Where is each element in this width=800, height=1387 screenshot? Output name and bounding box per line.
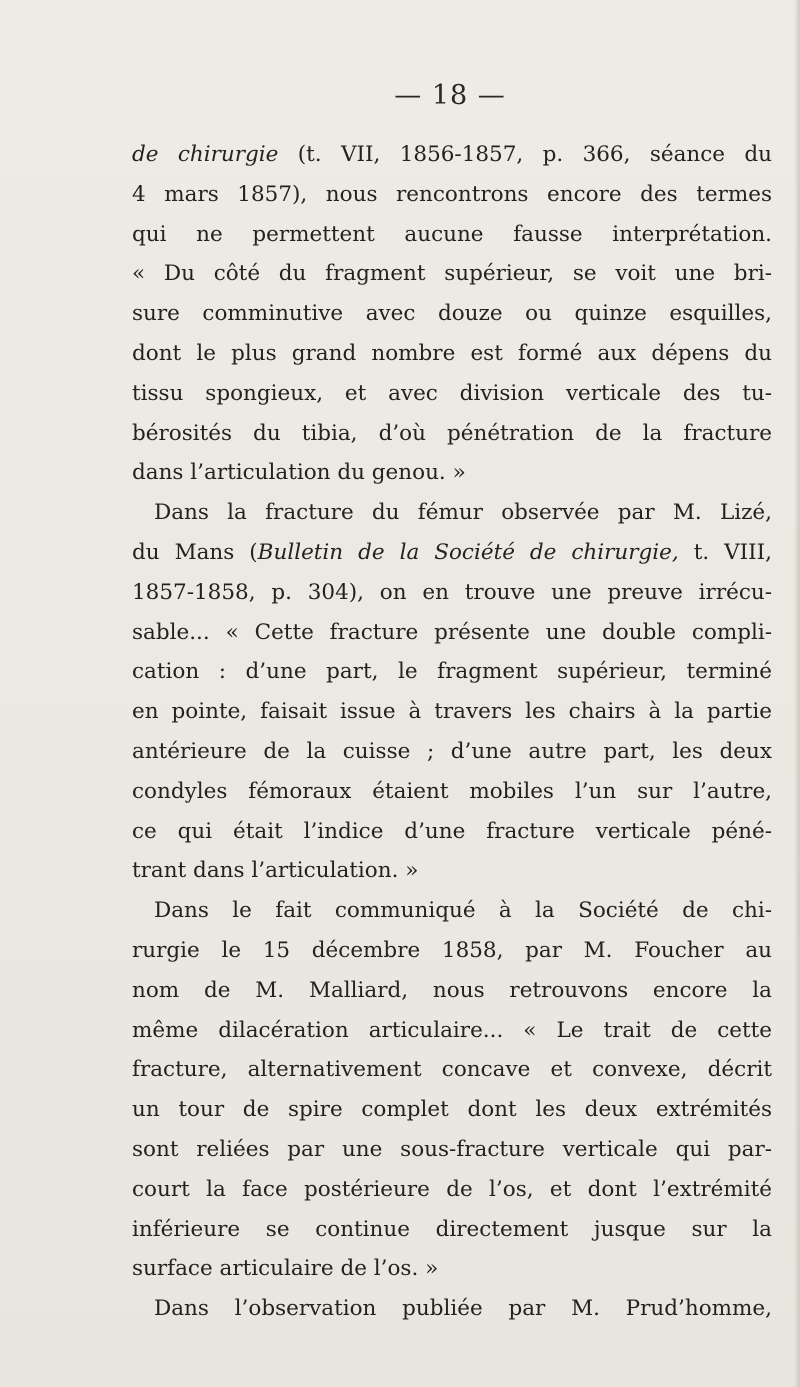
text-line	[132, 891, 772, 931]
text-segment: cation : d’une part, le fragment supérieur, terminé	[132, 659, 772, 685]
text-line	[132, 453, 772, 493]
text-line	[132, 135, 772, 175]
text-segment: Dans la fracture du fémur observée par M. Lizé,	[154, 500, 772, 526]
text-segment: inférieure se continue directement jusque sur la	[132, 1216, 772, 1242]
text-segment: antérieure de la cuisse ; d’une autre part, les deux	[132, 738, 772, 764]
text-line	[132, 971, 772, 1011]
page-number: — 18 —	[394, 80, 506, 111]
text-line	[132, 374, 772, 414]
italic-text-segment: de chirurgie	[132, 142, 279, 167]
text-segment: qui ne permettent aucune fausse interprétation.	[132, 221, 772, 247]
text-segment: (t. VII, 1856-1857, p. 366, séance du	[278, 142, 772, 167]
text-line	[132, 772, 772, 812]
text-segment: un tour de spire complet dont les deux extrémités	[132, 1097, 772, 1123]
text-line	[132, 732, 772, 772]
text-line	[132, 613, 772, 653]
text-line	[132, 1090, 772, 1130]
text-line	[132, 931, 772, 971]
text-segment: rurgie le 15 décembre 1858, par M. Foucher au	[132, 937, 772, 963]
text-segment: tissu spongieux, et avec division verticale des tu-	[132, 380, 772, 406]
text-segment: court la face postérieure de l’os, et dont l’extrémité	[132, 1176, 772, 1202]
text-line	[132, 1289, 772, 1329]
text-line	[132, 812, 772, 852]
text-line	[132, 851, 772, 891]
text-segment: t. VIII,	[678, 539, 772, 565]
text-line	[132, 1249, 772, 1289]
text-line	[132, 1210, 772, 1250]
text-line	[132, 175, 772, 215]
text-line	[132, 533, 772, 573]
text-segment: bérosités du tibia, d’où pénétration de la fracture	[132, 420, 772, 446]
text-segment: même dilacération articulaire... « Le trait de cette	[132, 1017, 772, 1043]
text-segment: du Mans (	[132, 539, 258, 565]
text-line	[132, 692, 772, 732]
text-line	[132, 1011, 772, 1051]
text-segment: ce qui était l’indice d’une fracture verticale péné-	[132, 818, 772, 844]
text-segment: Dans le fait communiqué à la Société de chi-	[154, 898, 772, 924]
text-segment: fracture, alternativement concave et convexe, décrit	[132, 1057, 772, 1083]
text-segment: dont le plus grand nombre est formé aux dépens du	[132, 340, 772, 366]
text-segment: dans l’articulation du genou. »	[132, 460, 466, 486]
text-segment: sure comminutive avec douze ou quinze esquilles,	[132, 301, 772, 327]
italic-text-segment: Bulletin de la Société de chirurgie,	[257, 539, 679, 565]
text-line	[132, 294, 772, 334]
page-edge-shadow	[794, 0, 800, 1387]
text-line	[132, 1130, 772, 1170]
text-line	[132, 254, 772, 294]
text-segment: Dans l’observation publiée par M. Prud’homme,	[154, 1296, 772, 1322]
text-segment: sont reliées par une sous-fracture verticale qui par-	[132, 1136, 772, 1162]
text-segment: « Du côté du fragment supérieur, se voit une bri-	[132, 261, 772, 287]
text-line	[132, 493, 772, 533]
text-segment: sable... « Cette fracture présente une double compli-	[132, 619, 772, 645]
text-line	[132, 573, 772, 613]
text-line	[132, 1050, 772, 1090]
text-segment: 1857-1858, p. 304), on en trouve une preuve irrécu-	[132, 579, 772, 605]
text-line	[132, 414, 772, 454]
text-segment: 4 mars 1857), nous rencontrons encore des termes	[132, 181, 772, 207]
text-segment: trant dans l’articulation. »	[132, 858, 419, 884]
text-segment: surface articulaire de l’os. »	[132, 1256, 439, 1282]
text-line	[132, 334, 772, 374]
text-line	[132, 652, 772, 692]
body-text	[132, 135, 772, 1329]
text-segment: condyles fémoraux étaient mobiles l’un sur l’autre,	[132, 778, 772, 804]
text-line	[132, 215, 772, 255]
text-line	[132, 1170, 772, 1210]
text-segment: en pointe, faisait issue à travers les chairs à la partie	[132, 699, 772, 725]
text-segment: nom de M. Malliard, nous retrouvons encore la	[132, 977, 772, 1003]
